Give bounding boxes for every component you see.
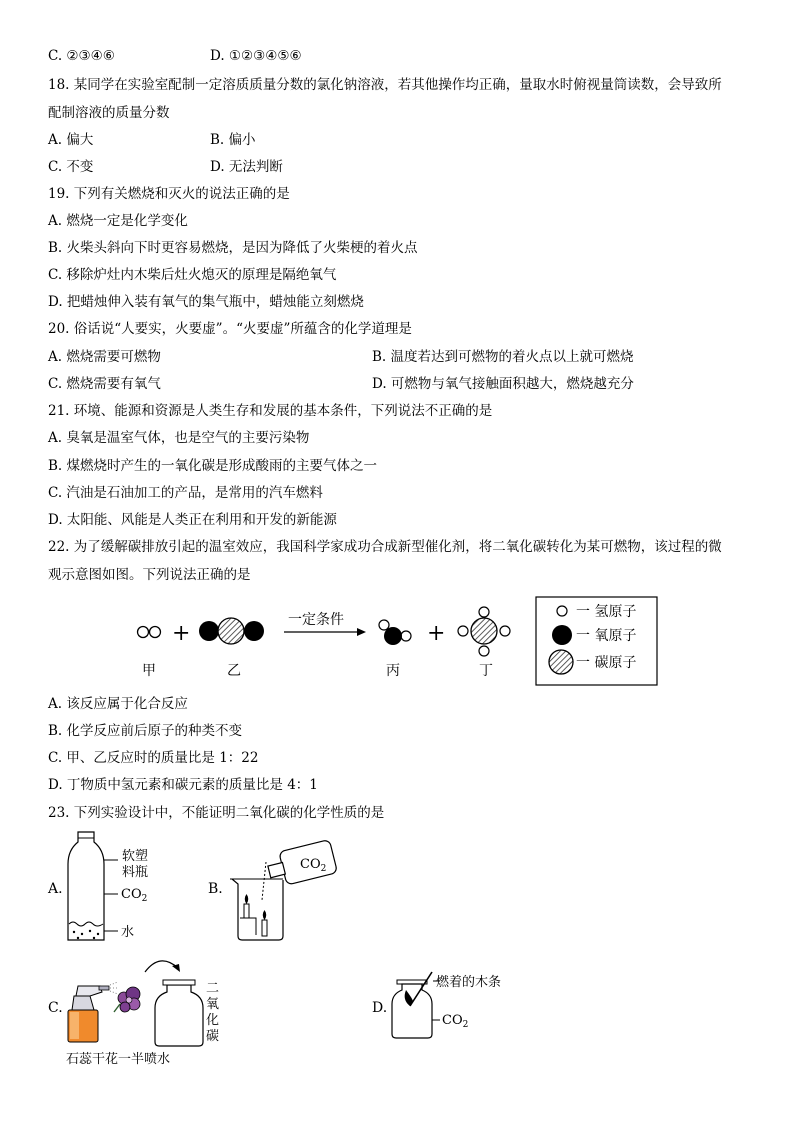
figure-b-co2-sub: 2: [320, 864, 327, 874]
figure-d-stick-label: 燃着的木条: [436, 975, 502, 990]
figure-a-letter: A.: [48, 881, 63, 897]
figure-b-co2: CO: [300, 857, 321, 872]
figure-a-co2-sub: 2: [141, 894, 148, 904]
q19-option-d: D. 把蜡烛伸入装有氧气的集气瓶中，蜡烛能立刻燃烧: [48, 294, 364, 310]
q22-stem-line2: 观示意图如图。下列说法正确的是: [48, 567, 251, 583]
q18-stem-line2: 配制溶液的质量分数: [48, 105, 170, 121]
svg-text:CO2: [121, 887, 147, 904]
q17-option-d: D. ①②③④⑤⑥: [210, 48, 302, 64]
experiment-figures: [0, 825, 794, 1070]
figure-c-vertical-1: 二: [206, 981, 220, 996]
label-ding: 丁: [479, 663, 493, 679]
figure-b-letter: B.: [208, 881, 223, 897]
q17-option-c: C. ②③④⑥: [48, 48, 115, 64]
q21-option-c: C. 汽油是石油加工的产品，是常用的汽车燃料: [48, 485, 323, 501]
legend-carbon: 一 碳原子: [576, 655, 637, 671]
q19-option-c: C. 移除炉灶内木柴后灶火熄灭的原理是隔绝氧气: [48, 267, 337, 283]
molecule-jia: [138, 627, 161, 638]
figure-c-letter: C.: [48, 1000, 63, 1016]
q18-stem-line1: 18. 某同学在实验室配制一定溶质质量分数的氯化钠溶液，若其他操作均正确，量取水时俯视量筒读数，会导致所: [48, 77, 722, 93]
q20-option-a: A. 燃烧需要可燃物: [48, 349, 161, 365]
figure-c-vertical-3: 化: [206, 1013, 220, 1028]
figure-d-burning-stick: [372, 972, 501, 1038]
figure-c-caption: 石蕊干花一半喷水: [66, 1052, 171, 1067]
q19-option-b: B. 火柴头斜向下时更容易燃烧，是因为降低了火柴梗的着火点: [48, 240, 418, 256]
q22-stem-line1: 22. 为了缓解碳排放引起的温室效应，我国科学家成功合成新型催化剂，将二氧化碳转化为某可燃物，该过程的微: [48, 539, 722, 555]
plus-sign-1: +: [172, 621, 191, 646]
figure-c-vertical-2: 氧: [206, 997, 220, 1012]
q20-stem: 20. 俗话说“人要实，火要虚”。“火要虚”所蕴含的化学道理是: [48, 321, 412, 337]
label-jia: 甲: [142, 663, 156, 679]
q18-option-c: C. 不变: [48, 159, 94, 175]
litmus-flower-icon: [114, 987, 140, 1012]
q19-stem: 19. 下列有关燃烧和灭火的说法正确的是: [48, 186, 290, 202]
q21-option-d: D. 太阳能、风能是人类正在利用和开发的新能源: [48, 512, 337, 528]
figure-b-beaker-candles: [208, 839, 337, 940]
q18-option-b: B. 偏小: [210, 132, 256, 148]
q20-option-d: D. 可燃物与氧气接触面积越大，燃烧越充分: [372, 376, 634, 392]
figure-c-litmus-flower: [48, 961, 219, 1067]
q23-stem: 23. 下列实验设计中，不能证明二氧化碳的化学性质的是: [48, 805, 385, 821]
molecule-ding: [458, 607, 510, 656]
q21-option-a: A. 臭氧是温室气体，也是空气的主要污染物: [48, 430, 310, 446]
q18-option-d: D. 无法判断: [210, 159, 283, 175]
q20-option-b: B. 温度若达到可燃物的着火点以上就可燃烧: [372, 349, 634, 365]
q19-option-a: A. 燃烧一定是化学变化: [48, 213, 188, 229]
figure-a-co2: CO: [121, 887, 142, 902]
molecule-yi: [199, 618, 264, 644]
reaction-arrow: [284, 628, 366, 636]
legend-oxygen: 一 氧原子: [576, 628, 637, 644]
plus-sign-2: +: [427, 621, 446, 646]
figure-d-letter: D.: [372, 1000, 388, 1016]
q22-option-c: C. 甲、乙反应时的质量比是 1：22: [48, 750, 259, 766]
reaction-condition: 一定条件: [288, 612, 344, 628]
q21-option-b: B. 煤燃烧时产生的一氧化碳是形成酸雨的主要气体之一: [48, 458, 378, 474]
q18-option-a: A. 偏大: [48, 132, 94, 148]
label-yi: 乙: [227, 663, 241, 679]
q22-option-b: B. 化学反应前后原子的种类不变: [48, 723, 243, 739]
legend-box: [536, 597, 657, 685]
figure-d-co2: CO: [442, 1013, 463, 1028]
figure-a-bottle-label-2: 料瓶: [122, 865, 149, 880]
figure-d-co2-sub: 2: [462, 1020, 469, 1030]
svg-text:CO2: [442, 1013, 468, 1030]
figure-c-vertical-4: 碳: [206, 1029, 220, 1044]
q20-option-c: C. 燃烧需要有氧气: [48, 376, 161, 392]
q22-option-d: D. 丁物质中氢元素和碳元素的质量比是 4：1: [48, 777, 318, 793]
q21-stem: 21. 环境、能源和资源是人类生存和发展的基本条件，下列说法不正确的是: [48, 403, 493, 419]
figure-a-bottle-label-1: 软塑: [122, 849, 149, 864]
label-bing: 丙: [386, 663, 400, 679]
molecule-bing: [379, 620, 411, 645]
figure-a-soft-bottle: [47, 832, 148, 940]
figure-a-water: 水: [121, 925, 135, 940]
q22-option-a: A. 该反应属于化合反应: [48, 696, 188, 712]
reaction-diagram: [0, 590, 794, 690]
legend-hydrogen: 一 氢原子: [576, 604, 637, 620]
